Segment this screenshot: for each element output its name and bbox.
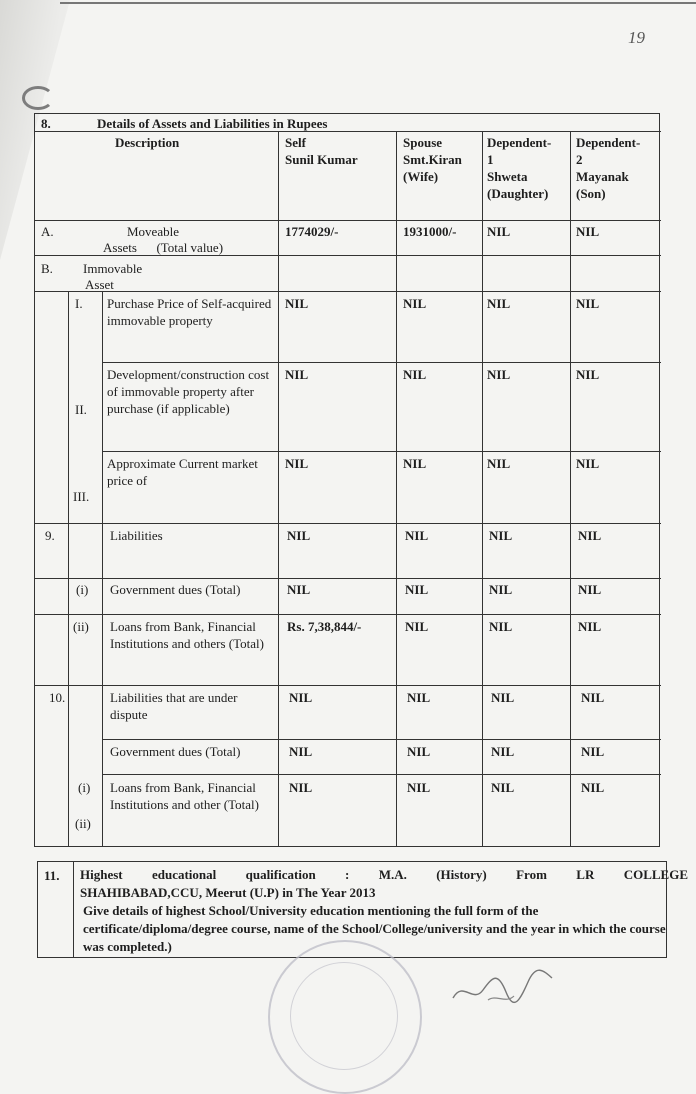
row-divider [35, 685, 661, 686]
row-b-desc: Immovable [83, 261, 143, 276]
row-b-label: B. [41, 261, 53, 276]
row-9ii-dep1: NIL [489, 619, 513, 634]
row-9-self: NIL [287, 528, 311, 543]
row-a-dep1: NIL [487, 224, 511, 239]
office-stamp [268, 940, 422, 1094]
section-11-divider [73, 862, 74, 957]
header-dependent1: Dependent- [487, 135, 552, 150]
row-9i-desc: Government dues (Total) [110, 582, 241, 597]
row-10i-spouse: NIL [407, 744, 431, 759]
row-9ii-dep2: NIL [578, 619, 602, 634]
row-10-label: 10. [49, 690, 66, 705]
row-10-num-i: (i) [78, 780, 91, 795]
row-10-num-ii: (ii) [75, 816, 91, 831]
row-b2-self: NIL [285, 367, 309, 382]
row-9ii-spouse: NIL [405, 619, 429, 634]
row-b2-desc: Development/construction cost of immovable property after purchase (if applicable) [107, 367, 270, 416]
col-divider [68, 291, 69, 847]
row-9i-spouse: NIL [405, 582, 429, 597]
row-9ii-desc: Loans from Bank, Financial Institutions and others (Total) [110, 619, 264, 651]
row-b2-dep2: NIL [576, 367, 600, 382]
page-top-edge [60, 2, 696, 4]
row-9i-dep1: NIL [489, 582, 513, 597]
row-9i-num: (i) [76, 582, 89, 597]
row-10-dep1: NIL [491, 690, 515, 705]
page-number: 19 [628, 28, 645, 47]
row-10i-desc: Government dues (Total) [110, 744, 241, 759]
header-dependent1-num: 1 [487, 152, 494, 167]
header-dependent1-relation: (Daughter) [487, 186, 549, 201]
row-a-dep2: NIL [576, 224, 600, 239]
row-b3-desc: Approximate Current market price of [107, 456, 258, 488]
row-divider [35, 523, 661, 524]
row-b3-spouse: NIL [403, 456, 427, 471]
row-9-dep2: NIL [578, 528, 602, 543]
row-10ii-dep2: NIL [581, 780, 605, 795]
row-9ii-num: (ii) [73, 619, 89, 634]
row-a-label: A. [41, 224, 54, 239]
row-a-self: 1774029/- [285, 224, 339, 239]
row-b2-num: II. [75, 402, 87, 417]
row-10ii-desc: Loans from Bank, Financial Institutions and other (Total) [110, 780, 259, 812]
row-b1-dep1: NIL [487, 296, 511, 311]
row-9i-dep2: NIL [578, 582, 602, 597]
col-divider [482, 131, 483, 847]
header-self: Self [285, 135, 306, 150]
header-dependent2-name: Mayanak [576, 169, 629, 184]
row-b3-dep2: NIL [576, 456, 600, 471]
education-qualification-2: SHAHIBABAD,CCU, Meerut (U.P) in The Year 2013 [80, 885, 376, 900]
row-b2-spouse: NIL [403, 367, 427, 382]
row-b1-dep2: NIL [576, 296, 600, 311]
header-dependent1-name: Shweta [487, 169, 528, 184]
row-9i-self: NIL [287, 582, 311, 597]
row-divider [102, 739, 661, 740]
header-spouse-name: Smt.Kiran [403, 152, 462, 167]
row-9-desc: Liabilities [110, 528, 163, 543]
education-qualification: Highest educational qualification : M.A. (History) From LR COLLEGE [80, 867, 688, 882]
row-9-dep1: NIL [489, 528, 513, 543]
row-10i-dep2: NIL [581, 744, 605, 759]
row-10-spouse: NIL [407, 690, 431, 705]
row-10-dep2: NIL [581, 690, 605, 705]
row-10-self: NIL [289, 690, 313, 705]
header-description: Description [115, 135, 180, 150]
row-b1-spouse: NIL [403, 296, 427, 311]
row-divider [35, 614, 661, 615]
header-spouse-relation: (Wife) [403, 169, 439, 184]
row-10ii-spouse: NIL [407, 780, 431, 795]
row-b1-self: NIL [285, 296, 309, 311]
header-spouse: Spouse [403, 135, 443, 150]
col-divider [570, 131, 571, 847]
row-b-desc-2: Asset [85, 277, 114, 292]
col-divider [278, 131, 279, 847]
row-divider [102, 774, 661, 775]
row-10i-dep1: NIL [491, 744, 515, 759]
row-b3-dep1: NIL [487, 456, 511, 471]
row-divider [35, 291, 661, 292]
row-9ii-self: Rs. 7,38,844/- [287, 619, 362, 634]
section-11-number: 11. [44, 868, 60, 883]
row-a-desc-2: Assets (Total value) [103, 240, 224, 255]
row-10ii-self: NIL [289, 780, 313, 795]
row-9-label: 9. [45, 528, 55, 543]
row-10i-self: NIL [289, 744, 313, 759]
signature-scribble [448, 960, 558, 1010]
education-guidance: Give details of highest School/University education mentioning the full form of the certificate/diploma/degree course, name of the School/College/university and the year in which the course was completed.) [83, 903, 666, 954]
row-b1-num: I. [75, 296, 83, 311]
row-10-desc: Liabilities that are under dispute [110, 690, 238, 722]
assets-liabilities-table [34, 113, 660, 847]
header-dependent2-num: 2 [576, 152, 583, 167]
section-number: 8. [41, 116, 51, 131]
row-a-desc: Moveable [127, 224, 179, 239]
col-divider [102, 291, 103, 847]
col-divider [396, 131, 397, 847]
header-dependent2-relation: (Son) [576, 186, 606, 201]
row-10ii-dep1: NIL [491, 780, 515, 795]
row-b2-dep1: NIL [487, 367, 511, 382]
row-divider [35, 578, 661, 579]
header-self-name: Sunil Kumar [285, 152, 358, 167]
staple-pin [22, 86, 54, 110]
row-b3-num: III. [73, 489, 90, 504]
row-divider [102, 451, 661, 452]
row-b3-self: NIL [285, 456, 309, 471]
section-title: Details of Assets and Liabilities in Rupees [97, 116, 328, 131]
header-dependent2: Dependent- [576, 135, 641, 150]
stamp-inner-ring [290, 962, 398, 1070]
row-9-spouse: NIL [405, 528, 429, 543]
row-a-spouse: 1931000/- [403, 224, 457, 239]
header-divider [35, 220, 661, 221]
row-b1-desc: Purchase Price of Self-acquired immovable property [107, 296, 272, 328]
row-divider [102, 362, 661, 363]
